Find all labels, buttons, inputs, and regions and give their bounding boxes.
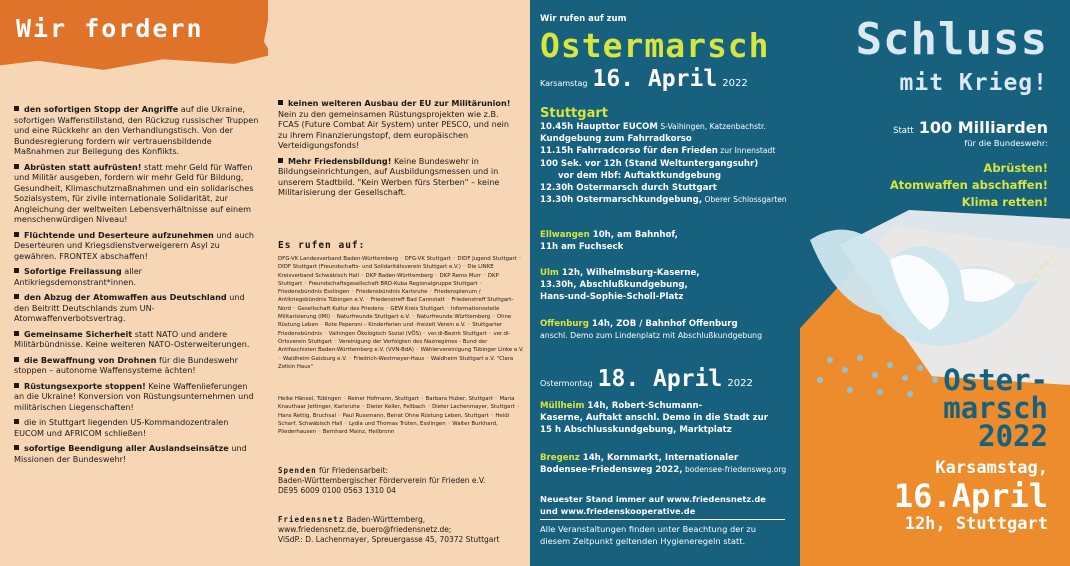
city-name: Stuttgart bbox=[540, 106, 608, 121]
demand-item bbox=[14, 355, 260, 376]
demand-bold: die Bewaffnung von Drohnen bbox=[24, 354, 157, 365]
schedule-main: 10.45h Haupttor EUCOM bbox=[540, 122, 658, 132]
schedule-main: 12.30h Ostermarsch durch Stuttgart bbox=[540, 183, 717, 194]
event-title: Ostermarsch bbox=[540, 26, 770, 65]
schedule-line bbox=[540, 121, 802, 133]
date-year: 2022 bbox=[722, 78, 748, 89]
schedule-main: 11.15h Fahrradcorso für den Frieden bbox=[540, 146, 718, 157]
demand-item bbox=[14, 381, 260, 413]
bullet-icon bbox=[14, 383, 19, 388]
donations-block bbox=[278, 466, 524, 496]
city-name: Ellwangen bbox=[540, 230, 590, 240]
imprint-contact: www.friedensnetz.de, buero@friedensnetz.de; bbox=[278, 525, 452, 534]
bullet-icon bbox=[14, 419, 19, 424]
demand-text: Nein zu den gemeinsamen Rüstungsprojekten wie z.B. FCAS (Future Combat Air System) unter PESCO, und nein zu ihrem Finanzierungstopf, dem europäischen Verteidigungsfonds! bbox=[278, 108, 510, 150]
cover-day: Karsamstag, bbox=[935, 458, 1048, 478]
demand-item bbox=[14, 329, 260, 350]
stuttgart-schedule bbox=[540, 121, 802, 206]
supporter-persons: Heike Hänsel, Tübingen ◦ Reiner Hofmann, Stuttgart ◦ Barbara Huber, Stuttgart ◦ Maria Knauthaar Jettinger, Karlsruhe ◦ Dieter Keller, Fellbach ◦ Dieter Lachenmayer, Stuttgart ◦ Hans Rettig, Bruchsal ◦ Paul Russmann, Beirat Ohne Rüstung Leben, Stuttgart ◦ Heidi Scharf, Schwäbisch Hall ◦ Lydia und Thomas Trüten, Esslingen ◦ Walter Burkhard, Pliederhausen ◦ Bernhard Mainz, Heilbronn bbox=[278, 396, 520, 436]
demand-bold: Sofortige Freilassung bbox=[24, 266, 122, 276]
demand-bold: keinen weiteren Ausbau der EU zur Militärunion! bbox=[288, 98, 511, 108]
schedule-detail: zur Innenstadt bbox=[717, 146, 776, 156]
bullet-icon bbox=[278, 158, 283, 163]
schedule-line bbox=[540, 158, 802, 170]
schedule-line bbox=[540, 182, 802, 194]
demand-text: statt mehr Geld für Waffen und Militär ausgeben, fordern wir mehr Geld für Bildung, Gesundheit, Klimaschutzmaßnahmen und ein solidarisches Sozialsystem, für zivile internationale Solidarität, zur Angleichung der weltweiten Lebensverhältnisse auf einem menschenwürdigen Niveau! bbox=[14, 161, 254, 224]
demand-text: statt NATO und andere Militärbündnisse. Keine weiteren NATO-Osterweiterungen. bbox=[14, 328, 250, 349]
donations-iban: DE95 6009 0100 0563 1310 04 bbox=[278, 486, 396, 495]
budget-amount: 100 Milliarden bbox=[918, 118, 1048, 137]
panel-events bbox=[530, 0, 800, 566]
cover-date: 16.April bbox=[893, 477, 1048, 515]
bullet-icon bbox=[14, 294, 19, 299]
date-year: 2022 bbox=[727, 378, 753, 389]
demand-bold: Rüstungsexporte stoppen! bbox=[24, 380, 146, 391]
demand-list bbox=[14, 104, 260, 469]
event-link: bodensee-friedensweg.org bbox=[682, 465, 787, 475]
event-line: 14h, Robert-Schumann- bbox=[584, 401, 703, 411]
demand-bold: den sofortigen Stopp der Angriffe bbox=[24, 104, 179, 114]
demand-bold: Flüchtende und Deserteure aufzunehmen bbox=[24, 229, 214, 240]
date-value: 16. April bbox=[592, 66, 718, 92]
cover-demand: Abrüsten! bbox=[983, 161, 1048, 175]
city-name: Offenburg bbox=[540, 319, 589, 329]
demand-bold: den Abzug der Atomwaffen aus Deutschland bbox=[24, 292, 227, 302]
event-ulm bbox=[540, 267, 802, 304]
bullet-icon bbox=[14, 232, 19, 237]
schedule-detail: S-Vaihingen, Katzenbachstr. bbox=[657, 122, 766, 131]
event-line: 14h, Kornmarkt, Internationaler bbox=[579, 453, 739, 463]
date-saturday bbox=[540, 66, 748, 92]
demand-text: und auch Deserteuren und Kriegsdienstverweigerern Asyl zu gewähren. FRONTEX abschaffen! bbox=[14, 229, 255, 261]
demand-list-continued bbox=[278, 98, 520, 203]
budget-line bbox=[893, 118, 1048, 137]
schedule-detail: Oberer Schlossgarten bbox=[702, 195, 787, 205]
panel-title: Wir fordern bbox=[16, 14, 204, 43]
date-value: 18. April bbox=[597, 366, 723, 392]
demand-text: und den Beitritt Deutschlands zum UN-Atomwaffenverbotsvertrag. bbox=[14, 292, 245, 323]
event-stuttgart bbox=[540, 106, 802, 206]
demand-text: Keine Bundeswehr in Bildungseinrichtungen, auf Ausbildungsmessen und in unserem Stadtbild. "Kein Werben fürs Sterben" – keine Militarisierung der Gesellschaft. bbox=[278, 155, 500, 197]
schedule-line bbox=[540, 133, 802, 145]
bullet-icon bbox=[14, 268, 19, 273]
cover-event-date bbox=[894, 458, 1048, 534]
cover-demand: Atomwaffen abschaffen! bbox=[889, 178, 1048, 192]
demand-text: und Missionen der Bundeswehr! bbox=[14, 443, 247, 464]
event-line: Hans-und-Sophie-Scholl-Platz bbox=[540, 292, 684, 303]
event-offenburg bbox=[540, 318, 802, 342]
demand-item bbox=[14, 266, 260, 287]
event-line: 14h, ZOB / Bahnhof Offenburg bbox=[588, 319, 738, 329]
imprint-visdp: ViSdP.: D. Lachenmayer, Spreuergasse 45, 70372 Stuttgart bbox=[278, 535, 500, 544]
demand-item bbox=[14, 417, 260, 438]
schedule-main: 100 Sek. vor 12h (Stand Weltuntergangsuhr) bbox=[540, 158, 759, 169]
demand-bold: sofortige Beendigung aller Auslandseinsätze bbox=[24, 443, 229, 453]
demand-text: die in Stuttgart liegenden US-Kommandozentralen EUCOM und AFRICOM schließen! bbox=[14, 417, 229, 438]
demand-text: aller Antikriegsdemonstrant*innen. bbox=[14, 266, 143, 287]
divider bbox=[540, 519, 785, 520]
headline: Schluss bbox=[855, 14, 1048, 65]
schedule-main: 13.30h Ostermarschkundgebung, bbox=[540, 195, 703, 206]
bullet-icon bbox=[14, 445, 19, 450]
donations-org: Baden-Württembergischer Förderverein für Frieden e.V. bbox=[278, 476, 486, 485]
bullet-icon bbox=[14, 331, 19, 336]
date-monday bbox=[540, 366, 753, 392]
event-line: 10h, am Bahnhof, bbox=[589, 230, 678, 240]
donations-heading: Spenden bbox=[278, 466, 317, 475]
footer-link-friedensnetz[interactable]: Neuester Stand immer auf www.friedensnetz.de bbox=[540, 494, 766, 504]
schedule-main: Kundgebung zum Fahrradkorso bbox=[540, 134, 692, 145]
city-name: Müllheim bbox=[540, 401, 585, 411]
supporter-organisations: DFG-VK Landesverband Baden-Württemberg ◦ DFG-VK Stuttgart ◦ DIDF Jugend Stuttgart ◦ DIDF Stuttgart (Freundschafts- und Solidaritätsverein Stuttgart e.V.) ◦ Die LINKE Kreisverband Schwäbisch Hall ◦ DKP Baden-Württemberg ◦ DKP Rems Murr ◦ DKP Stuttgart ◦ Freundschaftsgesellschaft BRD-Kuba Regionalgruppe Stuttgart ◦ Friedensbündnis Esslingen ◦ Friedensbündnis Karlsruhe ◦ Friedensplenum / Antikriegsbündnis Tübingen e.V. ◦ Friedenstreff Bad Cannstatt ◦ Friedenstreff Stuttgart-Nord ◦ Gesellschaft Kultur des Friedens ◦ GEW Kreis Stuttgart ◦ Informationsstelle Militarisierung (IMI) ◦ Naturfreunde Stuttgart e.V. ◦ Naturfreunde Württemberg ◦ Ohne Rüstung Leben ◦ Rote Peperoni – Kinderferien und -freizeit Verein e.V. ◦ Stuttgarter Friedensbündnis ◦ Vaihingen Ökologisch Sozial (VÖS) ◦ ver.di-Bezirk Stuttgart ◦ ver.di-Ortsverein Stuttgart ◦ Vereinigung der Verfolgten des Naziregimes - Bund der Antifaschisten Baden-Württemberg e.V. (VVN-BdA) ◦ Wählervereinigung Tübinger Linke e.V. ◦ Waldheim Gaisburg e.V. ◦ Friedrich-Westmeyer-Haus ◦ Waldheim Stuttgart e.V. "Clara Zetkin Haus" bbox=[278, 256, 524, 370]
budget-prefix: Statt bbox=[893, 126, 914, 136]
date-label: Karsamstag bbox=[540, 79, 588, 88]
bullet-icon bbox=[278, 100, 283, 105]
city-name: Ulm bbox=[540, 268, 559, 278]
schedule-main: vor dem Hbf: Auftaktkundgebung bbox=[540, 170, 721, 181]
demand-bold: Gemeinsame Sicherheit bbox=[24, 328, 133, 339]
event-line: Kaserne, Auftakt anschl. Demo in die Stadt zur bbox=[540, 413, 769, 424]
schedule-line bbox=[540, 170, 802, 182]
cover-event-title bbox=[943, 363, 1048, 453]
demand-text: Keine Waffenlieferungen an die Ukraine! Konversion von Rüstungsunternehmen und militärischen Liegenschaften! bbox=[14, 380, 254, 412]
cover-demand: Klima retten! bbox=[961, 195, 1048, 209]
cover-event-title-line: 2022 bbox=[978, 419, 1048, 453]
panel-demands-right bbox=[268, 0, 530, 566]
panel-demands-left bbox=[0, 0, 268, 566]
demand-bold: Abrüsten statt aufrüsten! bbox=[24, 161, 142, 172]
budget-target: für die Bundeswehr: bbox=[964, 138, 1048, 148]
event-bregenz bbox=[540, 452, 802, 476]
event-ellwangen bbox=[540, 229, 802, 253]
demand-item bbox=[14, 104, 260, 157]
schedule-line bbox=[540, 194, 802, 206]
schedule-line bbox=[540, 145, 802, 157]
bullet-icon bbox=[14, 164, 19, 169]
bullet-icon bbox=[14, 357, 19, 362]
supporters-heading: Es rufen auf: bbox=[278, 240, 366, 251]
headline-sub: mit Krieg! bbox=[899, 70, 1048, 96]
demand-item bbox=[14, 162, 260, 225]
demand-text: auf die Ukraine, sofortigen Waffenstillstand, den Rückzug russischer Truppen und eine Rückkehr an den Verhandlungstisch. Von der Bundesregierung fordern wir vertrauensbildende Maßnahmen zur Beilegung des Konflikts. bbox=[14, 104, 259, 156]
event-line: Bodensee-Friedensweg 2022, bbox=[540, 465, 683, 476]
event-line: anschl. Demo zum Lindenplatz mit Abschlußkundgebung bbox=[540, 331, 763, 341]
bullet-icon bbox=[14, 106, 19, 111]
demand-bold: Mehr Friedensbildung! bbox=[288, 155, 392, 166]
date-label: Ostermontag bbox=[540, 379, 593, 388]
demand-item bbox=[278, 156, 520, 198]
event-line: 12h, Wilhelmsburg-Kaserne, bbox=[558, 268, 700, 278]
event-line: 13.30h, Abschlußkundgebung, bbox=[540, 280, 688, 291]
footer-link-friedenskooperative[interactable]: und www.friedenskooperative.de bbox=[540, 505, 696, 516]
events-footer bbox=[540, 494, 798, 547]
demand-item bbox=[278, 98, 520, 151]
call-text: Wir rufen auf zum bbox=[540, 14, 627, 24]
demand-item bbox=[14, 292, 260, 324]
cover-event-title-line: Oster- bbox=[943, 363, 1048, 397]
donations-text: für Friedensarbeit: bbox=[316, 466, 389, 475]
imprint-block bbox=[278, 515, 528, 545]
city-name: Bregenz bbox=[540, 453, 580, 463]
event-line: 15 h Abschlusskundgebung, Marktplatz bbox=[540, 425, 732, 436]
event-line: 11h am Fuchseck bbox=[540, 242, 624, 253]
demand-item bbox=[14, 443, 260, 464]
demand-item bbox=[14, 230, 260, 262]
event-muellheim bbox=[540, 400, 802, 437]
demand-text: für die Bundeswehr stoppen – autonome Waffensysteme ächten! bbox=[14, 354, 238, 375]
footer-note: diesem Zeitpunkt geltenden Hygieneregeln statt. bbox=[540, 535, 746, 546]
panel-cover bbox=[800, 0, 1070, 566]
cover-demands bbox=[890, 160, 1048, 211]
cover-time-place: 12h, Stuttgart bbox=[904, 514, 1048, 534]
footer-note: Alle Veranstaltungen finden unter Beachtung der zu bbox=[540, 524, 757, 534]
cover-event-title-line: marsch bbox=[943, 391, 1048, 425]
imprint-heading: Friedensnetz bbox=[278, 515, 345, 524]
imprint-text: Baden-Württemberg, bbox=[344, 515, 426, 524]
